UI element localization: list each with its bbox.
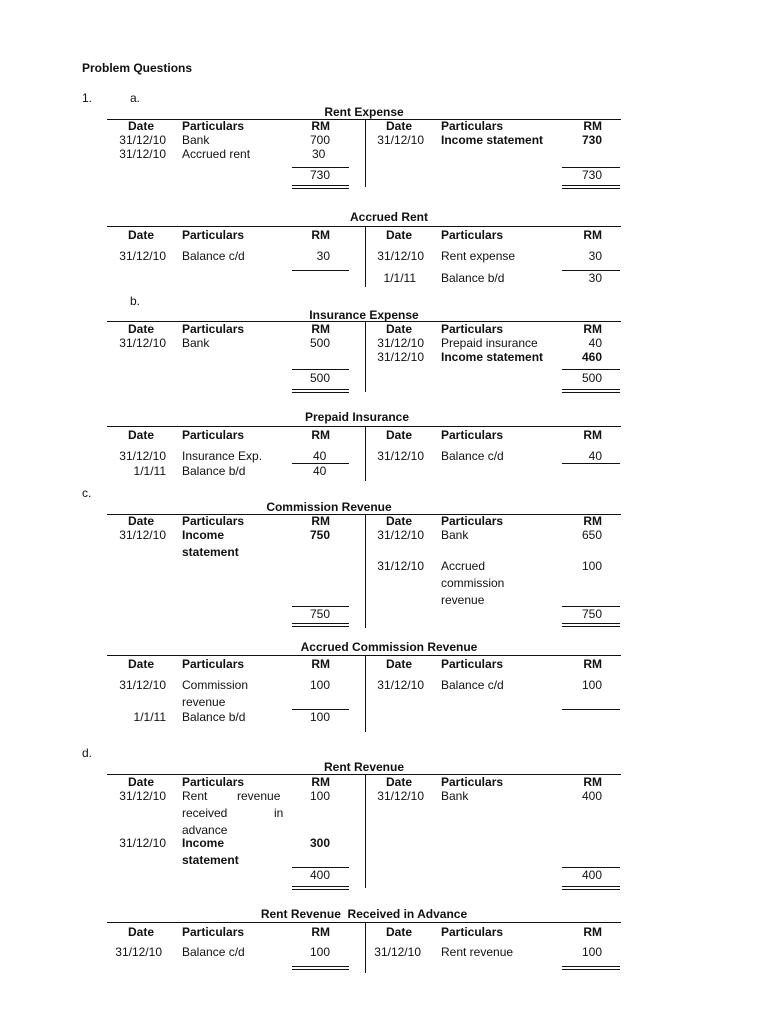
col-particulars: Particulars [182, 775, 245, 789]
entry-particulars: Rent [182, 789, 208, 803]
part-label-d: d. [82, 746, 93, 760]
total-amount: 750 [309, 607, 330, 621]
double-rule [562, 389, 620, 390]
col-date: Date [128, 119, 155, 133]
col-particulars: Particulars [441, 119, 504, 133]
entry-particulars: Income [182, 836, 225, 850]
entry-particulars: Balance c/d [182, 249, 245, 263]
col-date: Date [128, 775, 155, 789]
entry-date: 1/1/11 [133, 464, 166, 478]
entry-particulars: in [274, 806, 284, 820]
entry-amount: 700 [309, 133, 330, 147]
double-rule [562, 185, 620, 186]
entry-date: 1/1/11 [133, 710, 166, 724]
entry-amount: 30 [588, 271, 602, 285]
col-date: Date [386, 428, 413, 442]
page-title: Problem Questions [82, 61, 193, 75]
double-rule [292, 188, 349, 189]
total-amount: 500 [309, 371, 330, 385]
entry-amount: 40 [588, 336, 602, 350]
col-date: Date [386, 514, 413, 528]
col-date: Date [128, 925, 155, 939]
ledger-divider [365, 120, 366, 187]
entry-amount: 100 [581, 945, 602, 959]
col-rm: RM [311, 322, 330, 336]
question-number: 1. [82, 91, 93, 105]
col-rm: RM [583, 775, 602, 789]
entry-amount: 300 [309, 836, 330, 850]
col-particulars: Particulars [182, 428, 245, 442]
entry-date: 31/12/10 [119, 836, 166, 850]
entry-particulars: Commission [182, 678, 249, 692]
double-rule [562, 623, 620, 624]
entry-particulars: Bank [182, 133, 210, 147]
double-rule [562, 969, 620, 970]
col-particulars: Particulars [182, 322, 245, 336]
entry-particulars: Accrued [441, 559, 486, 573]
entry-particulars: Balance b/d [182, 710, 246, 724]
entry-particulars: revenue [237, 789, 281, 803]
total-rule [562, 463, 620, 464]
col-particulars: Particulars [441, 514, 504, 528]
entry-particulars: Rent expense [441, 249, 516, 263]
entry-amount: 30 [316, 249, 330, 263]
col-date: Date [386, 925, 413, 939]
entry-particulars: statement [182, 545, 239, 559]
entry-particulars: advance [182, 823, 228, 837]
entry-particulars: received [182, 806, 228, 820]
ledger-title: Commission Revenue [266, 500, 392, 514]
col-particulars: Particulars [441, 428, 504, 442]
double-rule [292, 389, 349, 390]
entry-particulars: Rent revenue [441, 945, 514, 959]
entry-date: 31/12/10 [119, 147, 166, 161]
entry-particulars: Prepaid insurance [441, 336, 538, 350]
entry-particulars: Balance c/d [182, 945, 245, 959]
col-date: Date [128, 514, 155, 528]
entry-date: 31/12/10 [377, 559, 424, 573]
col-particulars: Particulars [441, 925, 504, 939]
col-particulars: Particulars [441, 775, 504, 789]
ledger-title: Rent Revenue [323, 760, 405, 774]
double-rule [292, 969, 349, 970]
double-rule [292, 886, 349, 887]
header-rule [107, 922, 621, 923]
entry-particulars: Bank [441, 528, 469, 542]
entry-date: 31/12/10 [377, 789, 424, 803]
double-rule [292, 889, 349, 890]
double-rule [292, 392, 349, 393]
header-rule [107, 655, 621, 656]
entry-amount: 100 [581, 678, 602, 692]
col-particulars: Particulars [182, 514, 245, 528]
ledger-title: Rent Revenue Received in Advance [260, 907, 468, 921]
col-rm: RM [583, 514, 602, 528]
entry-amount: 40 [588, 449, 602, 463]
entry-date: 31/12/10 [119, 336, 166, 350]
col-rm: RM [583, 428, 602, 442]
entry-amount: 460 [581, 350, 602, 364]
total-rule [562, 369, 620, 370]
double-rule [292, 966, 349, 967]
entry-date: 31/12/10 [377, 249, 424, 263]
total-amount: 730 [581, 168, 602, 182]
entry-particulars: revenue [182, 695, 226, 709]
entry-particulars: Balance c/d [441, 678, 504, 692]
entry-amount: 40 [313, 449, 327, 463]
entry-particulars: Income [182, 528, 225, 542]
entry-amount: 30 [312, 147, 326, 161]
entry-amount: 40 [313, 464, 327, 478]
entry-date: 31/12/10 [377, 336, 424, 350]
entry-amount: 100 [309, 710, 330, 724]
col-particulars: Particulars [182, 119, 245, 133]
entry-particulars: Balance c/d [441, 449, 504, 463]
entry-date: 31/12/10 [119, 249, 166, 263]
entry-amount: 750 [309, 528, 330, 542]
total-rule [292, 270, 349, 271]
entry-particulars: commission [441, 576, 505, 590]
entry-date: 31/12/10 [119, 789, 166, 803]
col-particulars: Particulars [441, 657, 504, 671]
entry-date: 31/12/10 [119, 133, 166, 147]
col-rm: RM [311, 228, 330, 242]
entry-date: 31/12/10 [119, 678, 166, 692]
col-date: Date [386, 119, 413, 133]
entry-date: 31/12/10 [377, 350, 424, 364]
ledger-title: Rent Expense [324, 105, 404, 119]
entry-date: 31/12/10 [377, 528, 424, 542]
ledger-title: Prepaid Insurance [304, 410, 410, 424]
col-rm: RM [583, 657, 602, 671]
total-rule [562, 709, 620, 710]
entry-amount: 100 [309, 789, 330, 803]
double-rule [562, 886, 620, 887]
col-date: Date [128, 657, 155, 671]
total-amount: 500 [581, 371, 602, 385]
col-date: Date [386, 657, 413, 671]
col-rm: RM [311, 775, 330, 789]
entry-date: 31/12/10 [374, 945, 421, 959]
entry-particulars: Income statement [441, 133, 544, 147]
col-rm: RM [583, 322, 602, 336]
col-date: Date [128, 322, 155, 336]
entry-date: 31/12/10 [377, 678, 424, 692]
part-label-b: b. [130, 294, 141, 308]
col-particulars: Particulars [441, 322, 504, 336]
col-particulars: Particulars [441, 228, 504, 242]
entry-particulars: statement [182, 853, 239, 867]
ledger-title: Insurance Expense [309, 308, 419, 322]
part-label-a: a. [130, 91, 141, 105]
ledger-title: Accrued Rent [349, 210, 429, 224]
double-rule [562, 392, 620, 393]
double-rule [562, 966, 620, 967]
double-rule [292, 626, 349, 627]
entry-amount: 100 [309, 945, 330, 959]
entry-date: 31/12/10 [119, 449, 166, 463]
total-rule [292, 369, 349, 370]
col-date: Date [386, 228, 413, 242]
total-amount: 400 [309, 868, 330, 882]
entry-amount: 30 [588, 249, 602, 263]
entry-date: 1/1/11 [383, 271, 416, 285]
header-rule [107, 426, 621, 427]
double-rule [562, 188, 620, 189]
double-rule [562, 889, 620, 890]
ledger-divider [365, 656, 366, 732]
ledger-title: Accrued Commission Revenue [300, 640, 478, 654]
col-date: Date [128, 228, 155, 242]
part-label-c: c. [82, 486, 92, 500]
entry-amount: 730 [581, 133, 602, 147]
entry-particulars: revenue [441, 593, 485, 607]
col-rm: RM [311, 514, 330, 528]
entry-date: 31/12/10 [377, 133, 424, 147]
entry-amount: 500 [309, 336, 330, 350]
total-amount: 730 [309, 168, 330, 182]
entry-particulars: Balance b/d [441, 271, 505, 285]
col-rm: RM [583, 119, 602, 133]
entry-date: 31/12/10 [377, 449, 424, 463]
entry-particulars: Accrued rent [182, 147, 251, 161]
entry-particulars: Bank [182, 336, 210, 350]
entry-amount: 650 [581, 528, 602, 542]
entry-particulars: Bank [441, 789, 469, 803]
col-date: Date [386, 322, 413, 336]
col-particulars: Particulars [182, 925, 245, 939]
total-amount: 750 [581, 607, 602, 621]
col-date: Date [128, 428, 155, 442]
col-particulars: Particulars [182, 228, 245, 242]
col-rm: RM [311, 925, 330, 939]
entry-particulars: Insurance Exp. [182, 449, 263, 463]
double-rule [562, 626, 620, 627]
total-amount: 400 [581, 868, 602, 882]
entry-date: 31/12/10 [119, 528, 166, 542]
col-particulars: Particulars [182, 657, 245, 671]
header-rule [107, 226, 621, 227]
col-rm: RM [311, 428, 330, 442]
entry-date: 31/12/10 [115, 945, 162, 959]
double-rule [292, 185, 349, 186]
col-rm: RM [311, 657, 330, 671]
entry-particulars: Balance b/d [182, 464, 246, 478]
col-rm: RM [311, 119, 330, 133]
entry-amount: 100 [581, 559, 602, 573]
entry-particulars: Income statement [441, 350, 544, 364]
double-rule [292, 623, 349, 624]
entry-amount: 400 [581, 789, 602, 803]
entry-amount: 100 [309, 678, 330, 692]
col-rm: RM [583, 925, 602, 939]
col-rm: RM [583, 228, 602, 242]
col-date: Date [386, 775, 413, 789]
